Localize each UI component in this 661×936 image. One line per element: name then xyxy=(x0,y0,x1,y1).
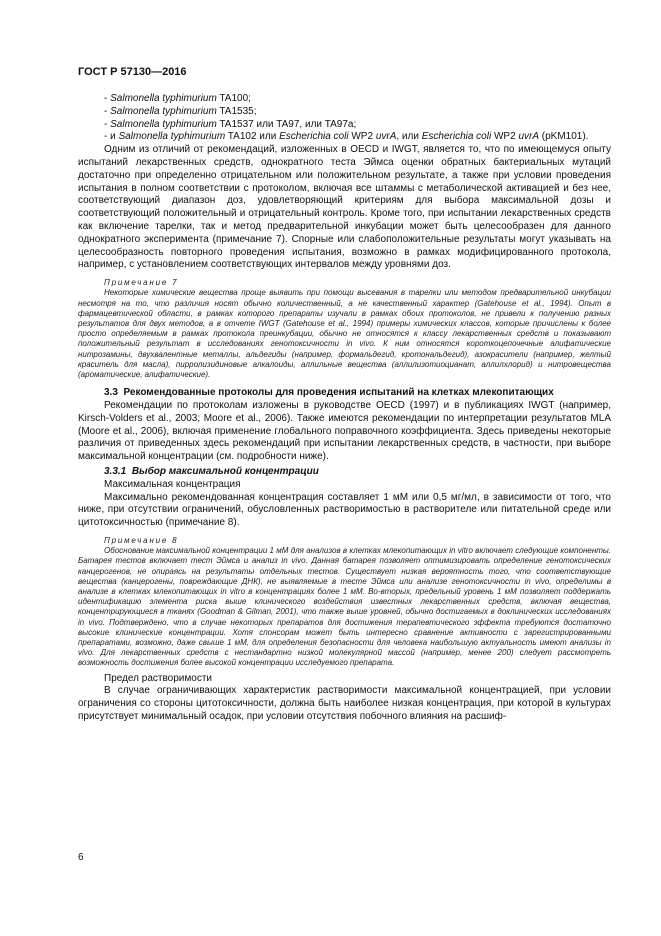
note-text: Обоснование максимальной концентрации 1 мМ для анализов в клетках млекопитающих in vitro включает следующие компоненты. Батарея тестов включает тест Эймса и анализ in vivo. Данная батарея позволяет оптимизировать определение генотоксических канцерогенов, не опираясь на результаты отдельных тестов. Существует низкая вероятность того, что соответствующие вещества (канцерогены, повреждающие ДНК), не выявляемые в тесте Эймса или анализе генотоксичности in vivo, определимы в анализе в клетках млекопитающих in vitro в концентрациях более 1 мМ. Во-вторых, предельный уровень 1 мМ позволяет поддержать идентификацию элемента риска выше клинического воздействия известных лекарственных средств, включая вещества, концентрирующиеся в тканях (Goodman & Gilman, 2001), что также выше уровней, обычно достигаемых в доклинических исследованиях in vivo. Подтверждено, что в случае некоторых препаратов для достижения терапевтического эффекта требуются достаточно высокие клинические концентрации. Хотя спонсорам может быть интересно сравнение активности с зарегистрированными препаратами, возможно, даже свыше 1 мМ, для определения безопасности для человека наибольшую актуальность имеют анализы in vivo. Для лекарственных средств с нестандартно низкой молекулярной массой (например, менее 200) следует рассмотреть возможность достижения более высокой концентрации исследуемого препарата. xyxy=(78,546,611,668)
document-header: ГОСТ Р 57130—2016 xyxy=(78,66,187,78)
note-text: Некоторые химические вещества проще выявить при помощи высевания в тарелки или методом предварительной инкубации несмотря на то, что различия носят обычно количественный, а не качественный характер (Gatehouse et al., 1994). Опыт в фармацевтической области, в рамках которого препараты изучали в рамках обоих протоколов, не привели к получению разных результатов для двух методов, а в отчете IWGT (Gatehouse et al., 1994) примеры химических классов, которые причислены к более просто определяемым в рамках протокола преинкубации, обычно не относятся к классу лекарственных средств и показывают положительный результат в исследованиях генотоксичности in vivo. К ним относятся короткоцепочечные алифатические нитрозамины, двухвалентные металлы, альдегиды (например, формальдегид, кротональдегид), азокрасители (например, желтый краситель для масла), пирролизидиновые алкалоиды, аллильные вещества (аллилизотиоцианат, аллилхлорид) и нитровещества (ароматические, алифатические). xyxy=(78,288,611,379)
subsection-heading: 3.3.1 Выбор максимальной концентрации xyxy=(104,465,319,477)
list-item: - и Salmonella typhimurium TA102 или Escherichia coli WP2 uvrA, или Escherichia coli WP2 uvrA (pKM101). xyxy=(104,131,589,143)
note-8 xyxy=(78,536,611,669)
subheading: Максимальная концентрация xyxy=(104,478,241,490)
subheading: Предел растворимости xyxy=(104,672,212,684)
paragraph: Рекомендации по протоколам изложены в руководстве OECD (1997) и в публикациях IWGT (например, Kirsch-Volders et al., 2003; Moore et al., 2006). Также имеются рекомендации по интерпретации результатов MLA (Moore et al., 2006), включая применение глобального поправочного коэффициента. Здесь приведены некоторые различия от приведенных здесь рекомендаций при испытании лекарственных средств, в частности, при выборе максимальной концентрации (см. подробности ниже). xyxy=(78,399,611,463)
page-number: 6 xyxy=(78,852,84,863)
note-title: Примечание 8 xyxy=(104,535,179,545)
list-item: - Salmonella typhimurium TA1537 или TA97, или TA97a; xyxy=(104,118,357,130)
paragraph: В случае ограничивающих характеристик растворимости максимальной концентрацией, при условии ограничения со стороны цитотоксичности, должна быть наиболее низкая концентрация, при которой в культурах присутствует минимальный осадок, при условии отсутствия побочного влияния на расшиф- xyxy=(78,685,611,722)
note-title: Примечание 7 xyxy=(104,278,179,288)
list-item: - Salmonella typhimurium TA100; xyxy=(104,93,251,104)
paragraph: Максимально рекомендованная концентрация составляет 1 мМ или 0,5 мг/мл, в зависимости от того, что ниже, при отсутствии ограничений, обусловленных растворимостью в растворителе или питательной среде или цитотоксичностью (примечание 8). xyxy=(78,491,611,529)
document-body xyxy=(78,93,611,724)
paragraph: Одним из отличий от рекомендаций, изложенных в OECD и IWGT, является то, что по имеющемуся опыту испытаний лекарственных средств, однократного теста Эймса оценки обратных бактериальных мутаций достаточно при определенно отрицательном или положительном результате, а также при условии проведения испытания в полном соответствии с протоколом, включая все штаммы с метаболической активацией и без нее, соответствующий диапазон доз, удовлетворяющий критериям для выбора максимальной дозы и соответствующий положительный и отрицательный контроль. Кроме того, при испытании лекарственных средств как включение тарелки, так и метод предварительной инкубации может быть целесообразен для данного однократного эксперимента (примечание 7). Спорные или слабоположительные результаты могут указывать на целесообразность повторного проведения испытания, возможно в рамках модифицированного протокола, например, с установлением соответствующих интервалов между уровнями доз. xyxy=(78,144,611,271)
list-item: - Salmonella typhimurium TA1535; xyxy=(104,105,257,117)
section-heading: 3.3 Рекомендованные протоколы для проведения испытаний на клетках млекопитающих xyxy=(104,387,554,399)
note-7 xyxy=(78,278,611,380)
